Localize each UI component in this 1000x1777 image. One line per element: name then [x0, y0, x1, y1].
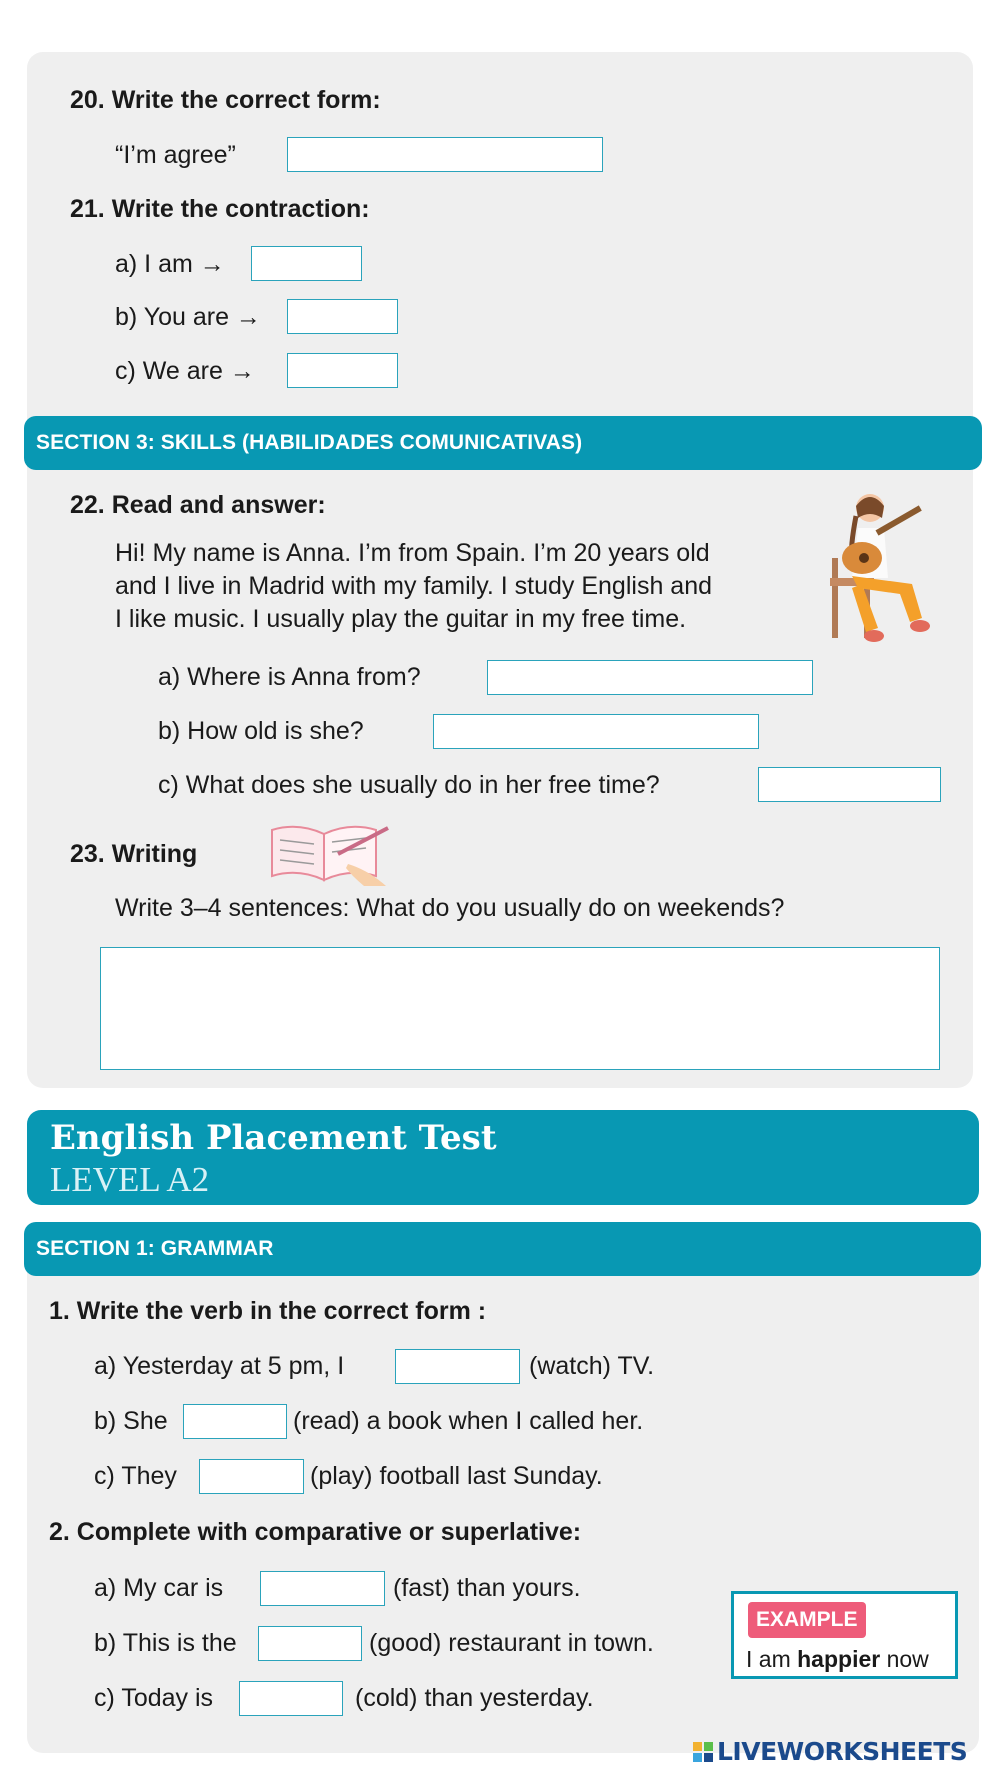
example-sentence	[746, 1646, 929, 1673]
example-pre: I am	[746, 1646, 791, 1672]
reading-line: and I live in Madrid with my family. I study English and	[115, 572, 713, 600]
test-title-banner	[27, 1110, 979, 1205]
liveworksheets-logo-text: LIVEWORKSHEETS	[717, 1737, 968, 1766]
question-23-writing-area[interactable]	[100, 947, 940, 1070]
example-bold: happier	[797, 1646, 881, 1672]
question-20-answer-input[interactable]	[287, 137, 603, 172]
question-1a-answer-input[interactable]	[395, 1349, 520, 1384]
reading-line: Hi! My name is Anna. I’m from Spain. I’m 20 years old	[115, 539, 710, 567]
question-1-title: 1. Write the verb in the correct form :	[49, 1297, 487, 1325]
question-22c-answer-input[interactable]	[758, 767, 941, 802]
example-post: now	[886, 1646, 929, 1672]
liveworksheets-logo[interactable]	[693, 1737, 967, 1766]
example-card	[731, 1591, 958, 1679]
question-22c-label: c) What does she usually do in her free time?	[158, 771, 660, 799]
question-21b-answer-input[interactable]	[287, 299, 398, 334]
test-title: English Placement Test	[50, 1118, 497, 1158]
question-2c-after: (cold) than yesterday.	[355, 1684, 594, 1712]
question-21a-label: a) I am →	[115, 250, 225, 278]
question-2a-answer-input[interactable]	[260, 1571, 385, 1606]
question-1c-before: c) They	[94, 1462, 177, 1490]
question-21b-label: b) You are →	[115, 303, 261, 331]
test-level: LEVEL A2	[50, 1160, 210, 1199]
question-20-prompt: “I’m agree”	[115, 141, 236, 169]
question-1b-after: (read) a book when I called her.	[293, 1407, 644, 1435]
question-2b-after: (good) restaurant in town.	[369, 1629, 654, 1657]
reading-passage	[115, 537, 712, 636]
question-2c-answer-input[interactable]	[239, 1681, 343, 1716]
question-1a-before: a) Yesterday at 5 pm, I	[94, 1352, 345, 1380]
question-22b-label: b) How old is she?	[158, 717, 364, 745]
question-21-title: 21. Write the contraction:	[70, 195, 370, 223]
question-23-prompt: Write 3–4 sentences: What do you usually do on weekends?	[115, 894, 785, 922]
question-21c-answer-input[interactable]	[287, 353, 398, 388]
question-1c-answer-input[interactable]	[199, 1459, 304, 1494]
example-tag: EXAMPLE	[748, 1602, 866, 1638]
question-2c-before: c) Today is	[94, 1684, 214, 1712]
question-2a-before: a) My car is	[94, 1574, 224, 1602]
question-1b-answer-input[interactable]	[183, 1404, 287, 1439]
book-and-pen-illustration	[268, 820, 393, 888]
question-1a-after: (watch) TV.	[529, 1352, 655, 1380]
girl-playing-guitar-illustration	[822, 488, 942, 648]
liveworksheets-logo-icon	[693, 1742, 713, 1762]
question-22a-answer-input[interactable]	[487, 660, 813, 695]
question-21c-label: c) We are →	[115, 357, 255, 385]
question-22a-label: a) Where is Anna from?	[158, 663, 421, 691]
question-1b-before: b) She	[94, 1407, 168, 1435]
question-2b-answer-input[interactable]	[258, 1626, 362, 1661]
section-1-header: SECTION 1: GRAMMAR	[24, 1222, 981, 1276]
question-2-title: 2. Complete with comparative or superlative:	[49, 1518, 582, 1546]
question-23-title: 23. Writing	[70, 840, 198, 868]
section-3-header: SECTION 3: SKILLS (HABILIDADES COMUNICATIVAS)	[24, 416, 982, 470]
question-20-title: 20. Write the correct form:	[70, 86, 381, 114]
question-2a-after: (fast) than yours.	[393, 1574, 581, 1602]
question-1c-after: (play) football last Sunday.	[310, 1462, 603, 1490]
question-2b-before: b) This is the	[94, 1629, 237, 1657]
question-21a-answer-input[interactable]	[251, 246, 362, 281]
question-22-title: 22. Read and answer:	[70, 491, 326, 519]
question-22b-answer-input[interactable]	[433, 714, 759, 749]
reading-line: I like music. I usually play the guitar in my free time.	[115, 605, 687, 633]
